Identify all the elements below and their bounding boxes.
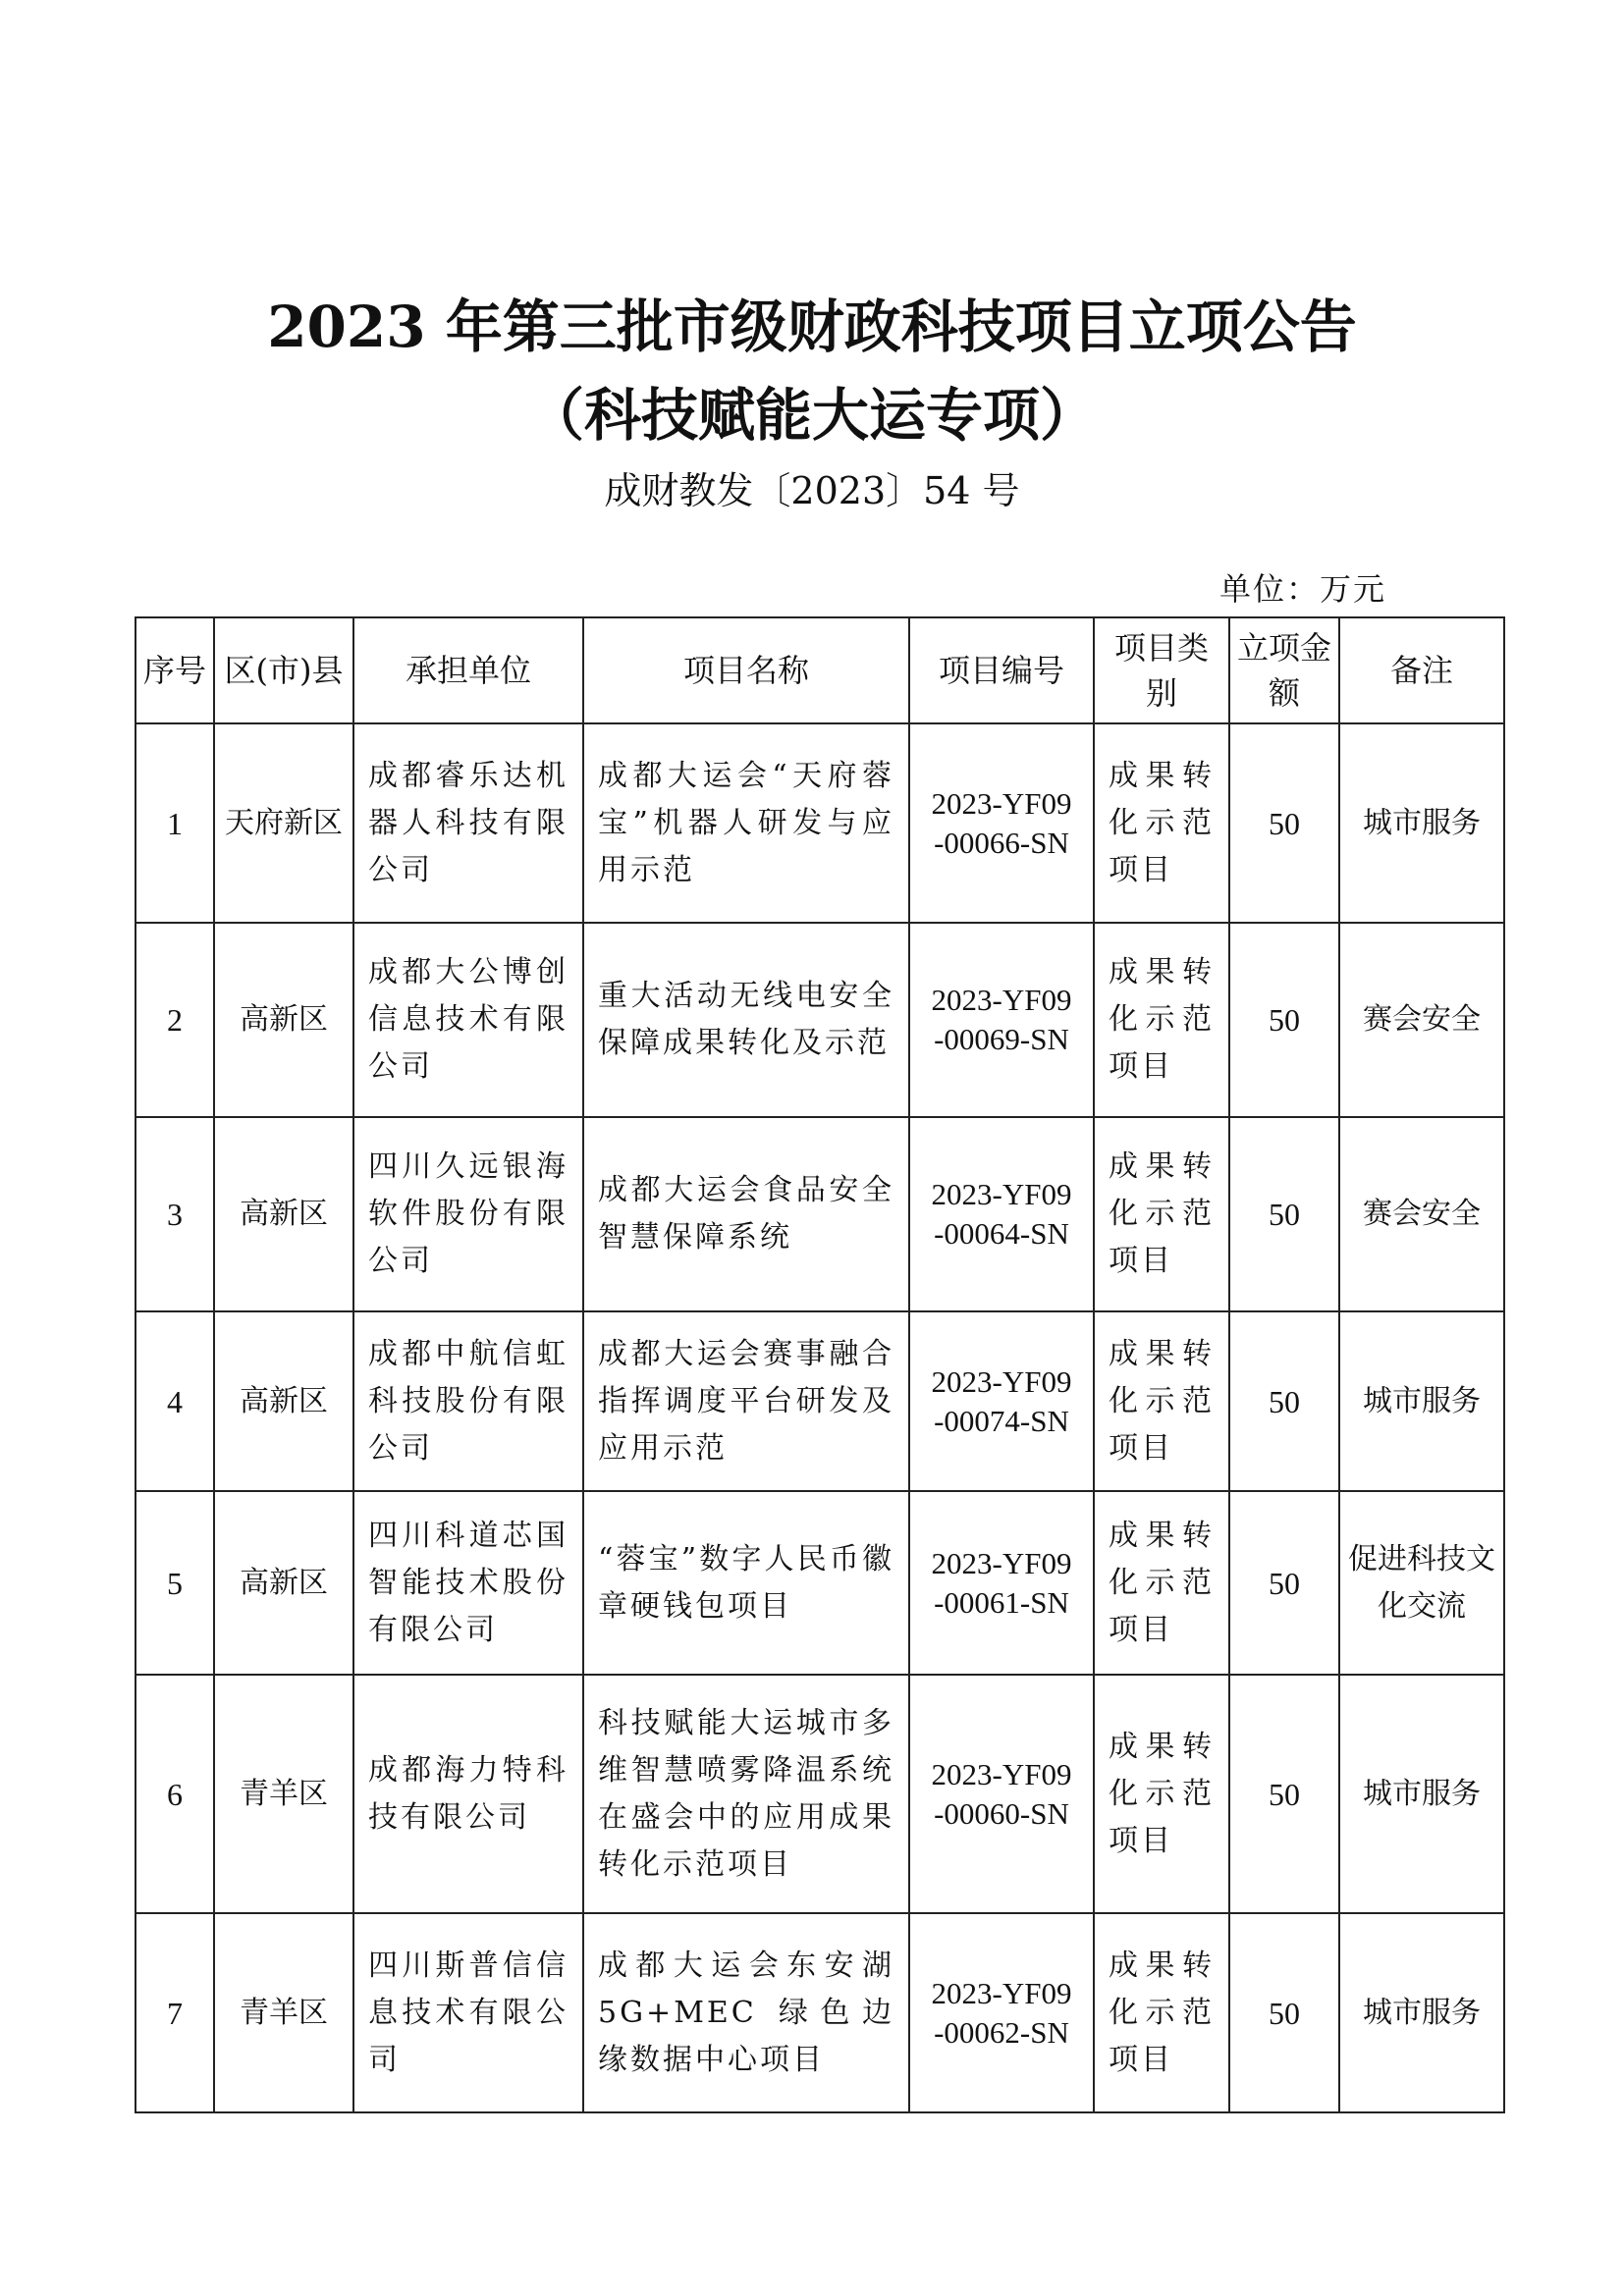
cell-amount: 50 xyxy=(1229,723,1339,923)
code-line2: -00064-SN xyxy=(934,1216,1069,1251)
cell-amount: 50 xyxy=(1229,1491,1339,1675)
table-row xyxy=(135,923,1504,1117)
unit-note: 单位：万元 xyxy=(1218,570,1386,608)
code-line2: -00062-SN xyxy=(934,2014,1069,2050)
cell-remark: 赛会安全 xyxy=(1339,923,1504,1117)
header-district: 区(市)县 xyxy=(214,617,353,723)
cell-seq: 5 xyxy=(135,1491,214,1675)
cell-project-code xyxy=(909,923,1094,1117)
header-project-name: 项目名称 xyxy=(583,617,909,723)
cell-unit: 四川斯普信信息技术有限公司 xyxy=(353,1913,583,2112)
cell-district: 高新区 xyxy=(214,1311,353,1491)
cell-seq: 3 xyxy=(135,1117,214,1311)
cell-district: 高新区 xyxy=(214,1117,353,1311)
cell-seq: 2 xyxy=(135,923,214,1117)
cell-district: 天府新区 xyxy=(214,723,353,923)
code-line1: 2023-YF09 xyxy=(931,1975,1072,2010)
cell-unit: 四川久远银海软件股份有限公司 xyxy=(353,1117,583,1311)
cell-project-name: 成都大运会东安湖5G+MEC 绿色边缘数据中心项目 xyxy=(583,1913,909,2112)
cell-project-name: 成都大运会“天府蓉宝”机器人研发与应用示范 xyxy=(583,723,909,923)
header-amount: 立项金额 xyxy=(1229,617,1339,723)
cell-category: 成果转化示范项目 xyxy=(1094,1913,1229,2112)
table-header-row xyxy=(135,617,1504,723)
project-table xyxy=(135,616,1505,2113)
cell-remark: 城市服务 xyxy=(1339,723,1504,923)
cell-category: 成果转化示范项目 xyxy=(1094,1311,1229,1491)
cell-project-code xyxy=(909,1311,1094,1491)
cell-seq: 4 xyxy=(135,1311,214,1491)
code-line2: -00074-SN xyxy=(934,1403,1069,1438)
document-subtitle: （科技赋能大运专项） xyxy=(526,382,1097,449)
cell-amount: 50 xyxy=(1229,1913,1339,2112)
cell-amount: 50 xyxy=(1229,1675,1339,1913)
cell-seq: 7 xyxy=(135,1913,214,2112)
cell-project-name: 成都大运会赛事融合指挥调度平台研发及应用示范 xyxy=(583,1311,909,1491)
cell-unit: 成都海力特科技有限公司 xyxy=(353,1675,583,1913)
cell-unit: 成都中航信虹科技股份有限公司 xyxy=(353,1311,583,1491)
header-project-code: 项目编号 xyxy=(909,617,1094,723)
cell-unit: 成都睿乐达机器人科技有限公司 xyxy=(353,723,583,923)
cell-remark: 城市服务 xyxy=(1339,1311,1504,1491)
header-seq: 序号 xyxy=(135,617,214,723)
cell-district: 高新区 xyxy=(214,923,353,1117)
cell-remark: 赛会安全 xyxy=(1339,1117,1504,1311)
cell-project-name: 成都大运会食品安全智慧保障系统 xyxy=(583,1117,909,1311)
cell-category: 成果转化示范项目 xyxy=(1094,923,1229,1117)
cell-amount: 50 xyxy=(1229,923,1339,1117)
cell-remark: 城市服务 xyxy=(1339,1675,1504,1913)
cell-category: 成果转化示范项目 xyxy=(1094,723,1229,923)
cell-amount: 50 xyxy=(1229,1117,1339,1311)
cell-project-code xyxy=(909,1913,1094,2112)
cell-project-code xyxy=(909,723,1094,923)
table-row xyxy=(135,1491,1504,1675)
cell-project-name: 重大活动无线电安全保障成果转化及示范 xyxy=(583,923,909,1117)
code-line1: 2023-YF09 xyxy=(931,1545,1072,1580)
code-line1: 2023-YF09 xyxy=(931,1756,1072,1791)
cell-district: 高新区 xyxy=(214,1491,353,1675)
table-row xyxy=(135,1117,1504,1311)
cell-project-code xyxy=(909,1675,1094,1913)
table-row xyxy=(135,1675,1504,1913)
cell-remark: 促进科技文化交流 xyxy=(1339,1491,1504,1675)
cell-project-name: “蓉宝”数字人民币徽章硬钱包项目 xyxy=(583,1491,909,1675)
cell-project-code xyxy=(909,1491,1094,1675)
code-line1: 2023-YF09 xyxy=(931,1177,1072,1211)
code-line2: -00066-SN xyxy=(934,825,1069,860)
header-category: 项目类别 xyxy=(1094,617,1229,723)
cell-unit: 四川科道芯国智能技术股份有限公司 xyxy=(353,1491,583,1675)
cell-category: 成果转化示范项目 xyxy=(1094,1491,1229,1675)
cell-district: 青羊区 xyxy=(214,1913,353,2112)
code-line2: -00061-SN xyxy=(934,1584,1069,1620)
cell-category: 成果转化示范项目 xyxy=(1094,1675,1229,1913)
table-row xyxy=(135,723,1504,923)
cell-district: 青羊区 xyxy=(214,1675,353,1913)
cell-seq: 1 xyxy=(135,723,214,923)
cell-unit: 成都大公博创信息技术有限公司 xyxy=(353,923,583,1117)
cell-project-code xyxy=(909,1117,1094,1311)
header-remark: 备注 xyxy=(1339,617,1504,723)
code-line1: 2023-YF09 xyxy=(931,983,1072,1017)
code-line1: 2023-YF09 xyxy=(931,785,1072,821)
header-unit: 承担单位 xyxy=(353,617,583,723)
table-row xyxy=(135,1913,1504,2112)
cell-remark: 城市服务 xyxy=(1339,1913,1504,2112)
document-number: 成财教发〔2023〕54 号 xyxy=(604,469,1020,512)
code-line2: -00060-SN xyxy=(934,1795,1069,1831)
cell-category: 成果转化示范项目 xyxy=(1094,1117,1229,1311)
table-row xyxy=(135,1311,1504,1491)
code-line1: 2023-YF09 xyxy=(931,1363,1072,1399)
document-title: 2023 年第三批市级财政科技项目立项公告 xyxy=(267,294,1357,360)
cell-amount: 50 xyxy=(1229,1311,1339,1491)
code-line2: -00069-SN xyxy=(934,1022,1069,1056)
cell-project-name: 科技赋能大运城市多维智慧喷雾降温系统在盛会中的应用成果转化示范项目 xyxy=(583,1675,909,1913)
cell-seq: 6 xyxy=(135,1675,214,1913)
